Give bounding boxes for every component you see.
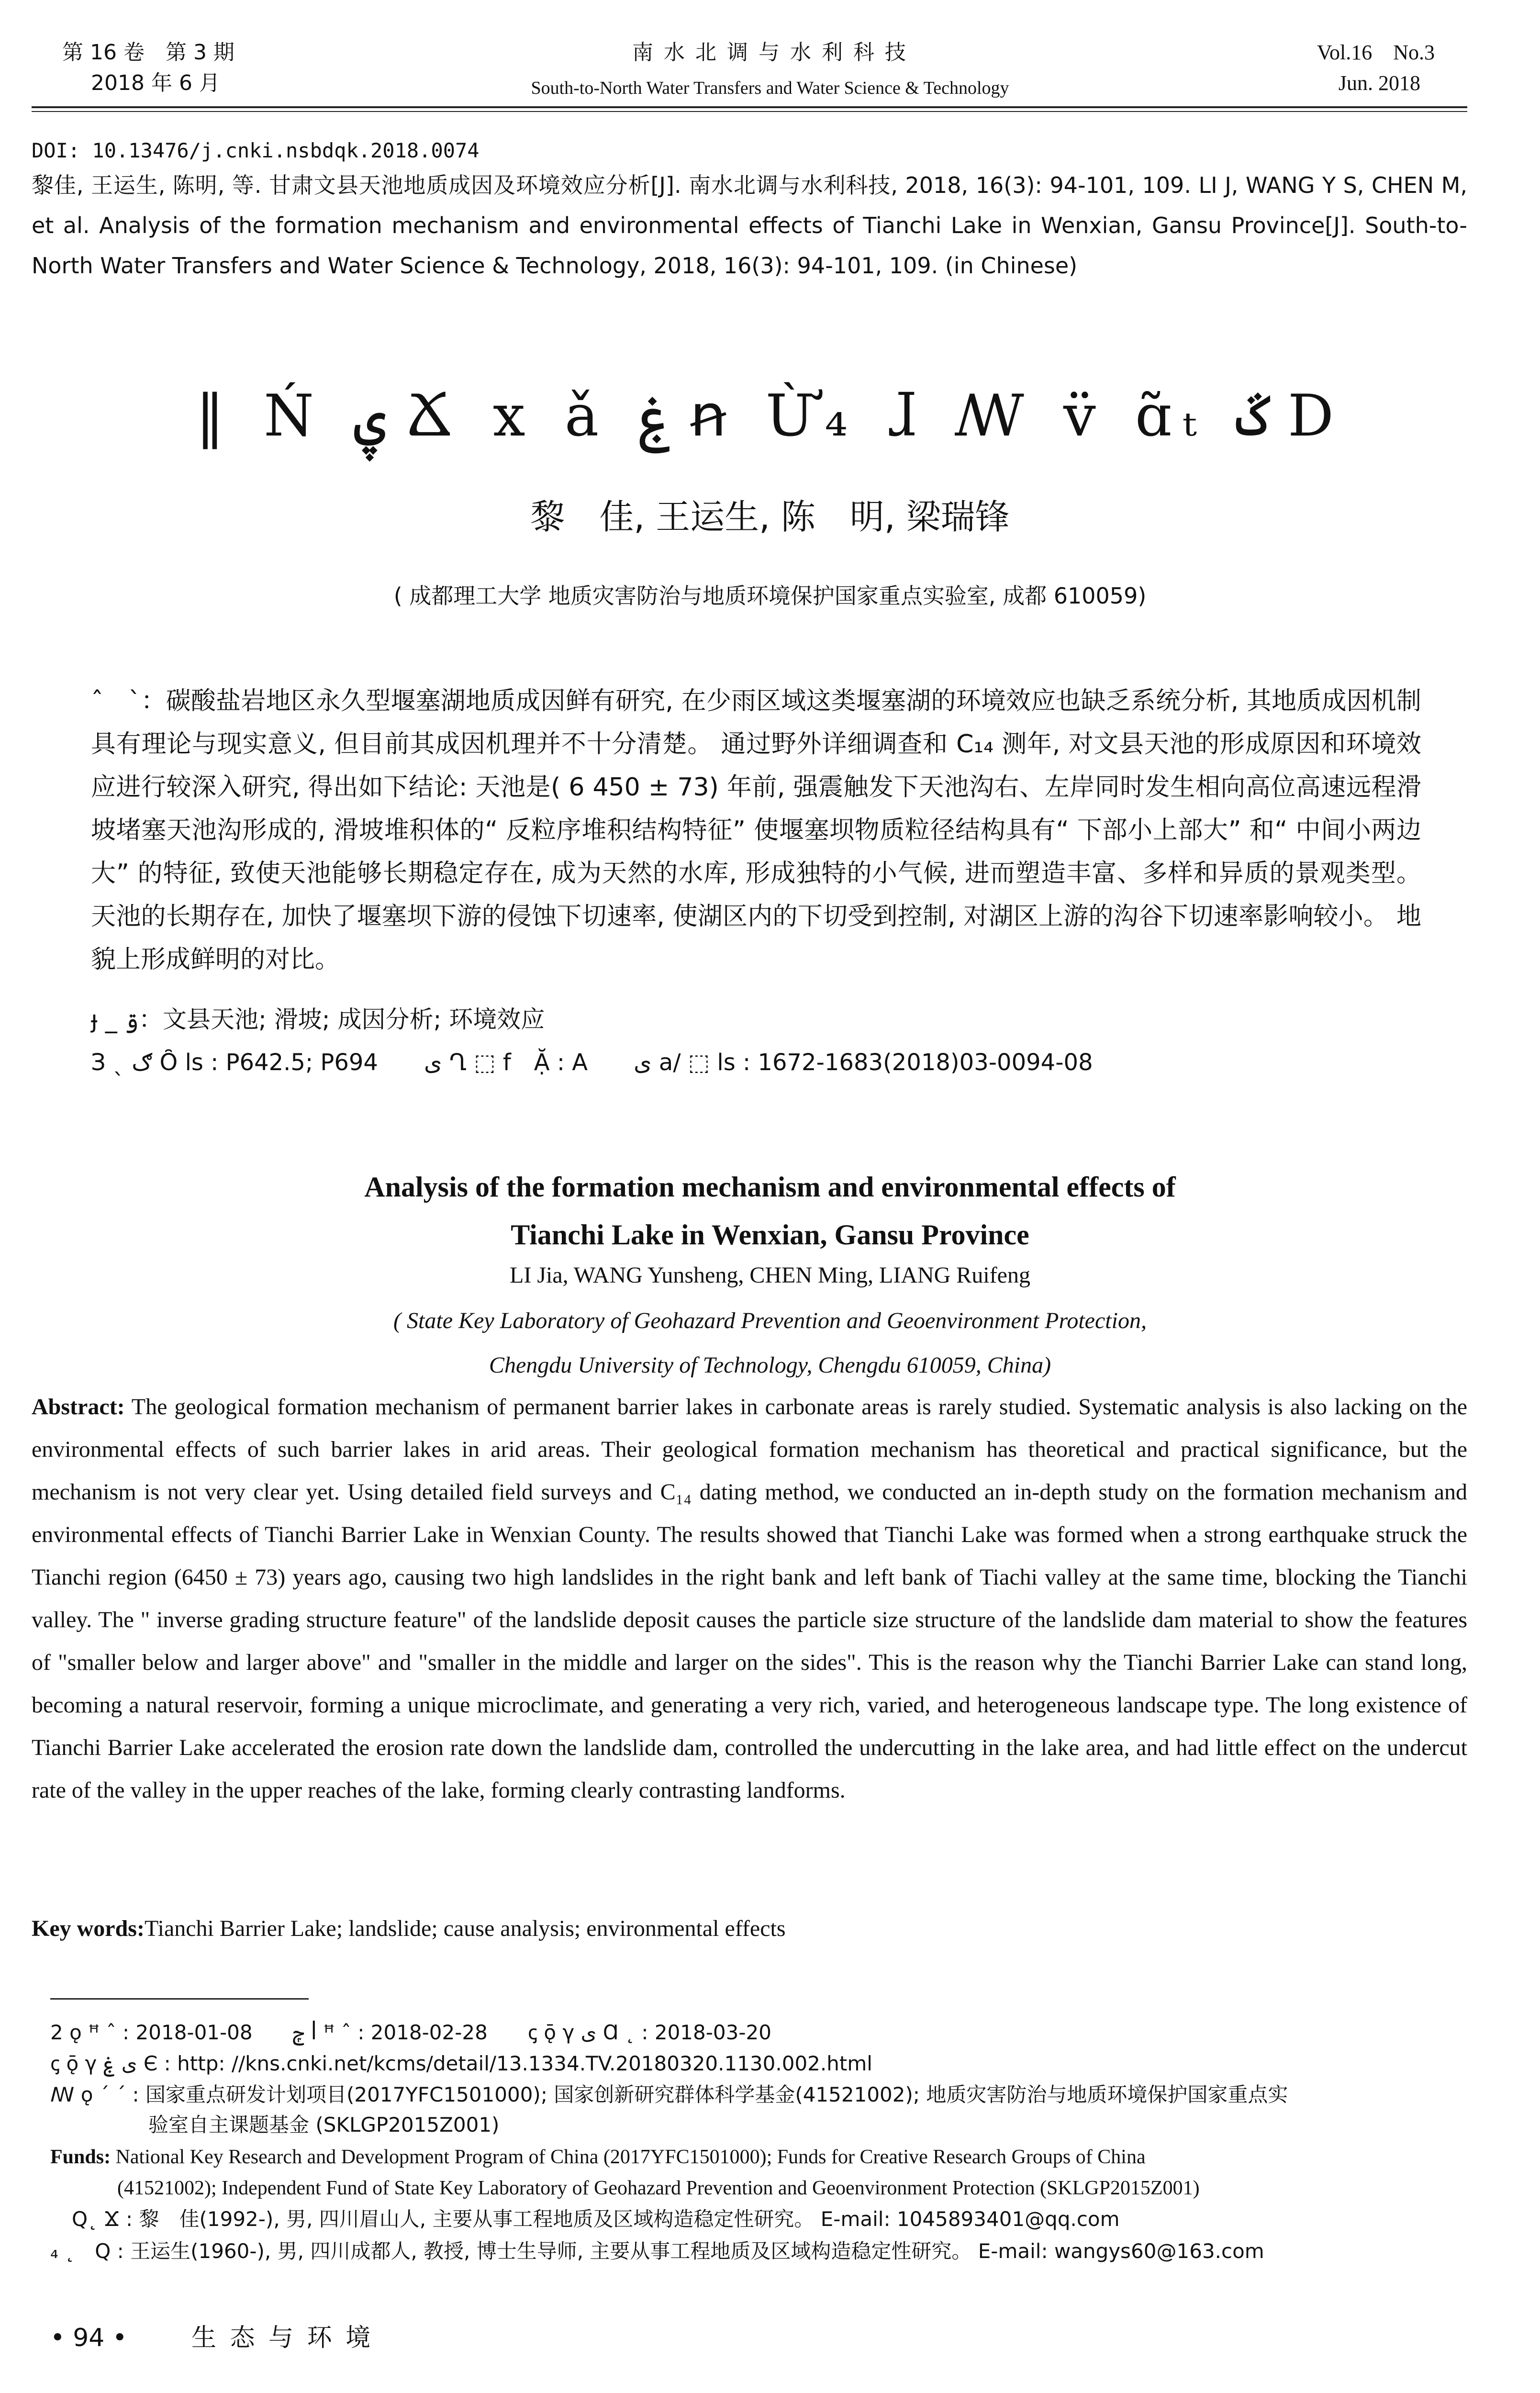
keywords-en-label: Key words: <box>32 1916 145 1941</box>
journal-title-cn: 南 水 北 调 与 水 利 科 技 <box>632 40 908 65</box>
abstract-cn-text: ：碳酸盐岩地区永久型堰塞湖地质成因鲜有研究, 在少雨区域这类堰塞湖的环境效应也缺乏系统分析, 其地质成因机制具有理论与现实意义, 但目前其成因机理并不十分清楚。 通过野外详细调查和 C₁₄ 测年, 对文县天池的形成原因和环境效应进行较深入研究, 得出如下结论: 天池是( 6 450 ± 73) 年前, 强震触发下天池沟右、左岸同时发生相向高位高速远程滑坡堵塞天池沟形成的, 滑坡堆积体的“ 反粒序堆积结构特征” 使堰塞坝物质粒径结构具有“ 下部小上部大” 和“ 中间小两边大” 的特征, 致使天池能够长期稳定存在, 成为天然的水库, 形成独特的小气候, 进而塑造丰富、多样和异质的景观类型。 天池的长期存在, 加快了堰塞坝下游的侵蚀下切速率, 使湖区内的下切受到控制, 对湖区上游的沟谷下切速率影响较小。 地貌上形成鲜明的对比。 <box>91 687 1421 974</box>
footnote-rule <box>50 1998 309 2000</box>
abstract-en <box>32 1386 1467 1812</box>
affiliation-en-line2: Chengdu University of Technology, Chengdu 610059, China) <box>489 1353 1051 1378</box>
article-title-en-line2: Tianchi Lake in Wenxian, Gansu Province <box>511 1219 1029 1251</box>
keywords-cn-text: ：文县天池; 滑坡; 成因分析; 环境效应 <box>138 1006 545 1033</box>
affiliation-en-line1: ( State Key Laboratory of Geohazard Prevention and Geoenvironment Protection, <box>393 1308 1147 1333</box>
authors-cn: 黎 佳, 王运生, 陈 明, 梁瑞锋 <box>530 497 1010 537</box>
header-vol-no: Vol.16 No.3 <box>1317 41 1435 64</box>
article-title-en-line1: Analysis of the formation mechanism and environmental effects of <box>364 1171 1176 1203</box>
keywords-en <box>32 1910 1467 1948</box>
footnote-url: ꞔ ǭ γ ی ۼ Є : http: //kns.cnki.net/kcms/detail/13.1334.TV.20180320.1130.002.html <box>50 2052 872 2075</box>
abstract-cn-label: ˆ ˋ <box>91 687 141 716</box>
keywords-cn <box>91 1003 545 1036</box>
header-date-en: Jun. 2018 <box>1338 71 1420 95</box>
abstract-en-text: The geological formation mechanism of permanent barrier lakes in carbonate areas is rarely studied. Systematic analysis is also lacking on the environmental effects of such barrier lakes in arid areas. Their geological formation mechanism has theoretical and practical significance, but the mechanism is not very clear yet. Using detailed field surveys and C₁₄ dating method, we conducted an in-depth study on the formation mechanism and environmental effects of Tianchi Barrier Lake in Wenxian County. The results showed that Tianchi Lake was formed when a strong earthquake struck the Tianchi region (6450 ± 73) years ago, causing two high landslides in the right bank and left bank of Tiachi valley at the same time, blocking the Tianchi valley. The " inverse grading structure feature" of the landslide deposit causes the particle size structure of the landslide dam material to show the features of "smaller below and larger above" and "smaller in the middle and larger on the sides". This is the reason why the Tianchi Barrier Lake can stand long, becoming a natural reservoir, forming a unique microclimate, and generating a very rich, varied, and heterogeneous landscape type. The long existence of Tianchi Barrier Lake accelerated the erosion rate down the landslide dam, controlled the undercutting in the lake area, and had little effect on the undercut rate of the valley in the upper reaches of the lake, forming clearly contrasting landforms. <box>32 1394 1468 1803</box>
header-rule-bottom <box>32 111 1467 112</box>
abstract-cn <box>91 680 1421 981</box>
footnote-fund-en-label: Funds: <box>50 2146 111 2168</box>
abstract-en-label: Abstract: <box>32 1394 125 1420</box>
footnote-author1: Q˛ Ϫ : 黎 佳(1992-), 男, 四川眉山人, 主要从事工程地质及区域构造稳定性研究。 E-mail: 1045893401@qq.com <box>72 2207 1120 2231</box>
footnote-fund-cn-line2: 验室自主课题基金 (SKLGP2015Z001) <box>148 2113 500 2136</box>
header-rule-top <box>32 106 1467 108</box>
keywords-cn-label: ɟ _ ۊ <box>91 1006 139 1033</box>
header-date-cn: 2018 年 6 月 <box>91 71 220 95</box>
citation: 黎佳, 王运生, 陈明, 等. 甘肃文县天池地质成因及环境效应分析[J]. 南水北调与水利科技, 2018, 16(3): 94-101, 109. LI J, WANG Y S, CHEN M, et al. Analysis of the formation mechanism and environmental effects of Tianchi Lake in Wenxian, Gansu Province[J]. South-to-North Water Transfers and Water Science & Technology, 2018, 16(3): 94-101, 109. (in Chinese) <box>32 172 1467 279</box>
page-number: • 94 • <box>50 2324 127 2352</box>
header-volume: 第 16 卷 第 3 期 <box>62 40 234 65</box>
footnote-fund-en-text1: National Key Research and Development Program of China (2017YFC1501000); Funds for Creative Research Groups of China <box>115 2146 1146 2168</box>
classification-line: З ˎ ګ Ȏ ls : P642.5; P694 ی Ղ ⬚ f Ặ : A ی a/ ⬚ ls : 1672-1683(2018)03-0094-08 <box>91 1049 1093 1076</box>
article-title-cn: ‖ Ń ۑ Ճ x ǎ ۼ ꞥ Ừ₄ ɺ ꟿ v̈ ɑ̃ₜ ػ D <box>195 383 1345 449</box>
doi: DOI: 10.13476/j.cnki.nsbdqk.2018.0074 <box>32 139 480 162</box>
journal-title-en: South-to-North Water Transfers and Water Science & Technology <box>531 78 1009 98</box>
footnote-fund-cn-line1: ꟿ ǫ ˊ ˊ : 国家重点研发计划项目(2017YFC1501000); 国家创新研究群体科学基金(41521002); 地质灾害防治与地质环境保护国家重点实 <box>50 2083 1288 2106</box>
authors-en: LI Jia, WANG Yunsheng, CHEN Ming, LIANG Ruifeng <box>510 1263 1030 1288</box>
footnote-dates: 2 ǫ ꟸ ˆ : 2018-01-08 ݼ ꟾ ꟸ ˆ : 2018-02-28 ꞔ ǭ γ ی Ɑ ˛ : 2018-03-20 <box>50 2021 771 2044</box>
keywords-en-text: Tianchi Barrier Lake; landslide; cause analysis; environmental effects <box>144 1916 786 1941</box>
section-name: 生 态 与 环 境 <box>191 2324 374 2352</box>
footnote-fund-en-line1 <box>50 2142 1467 2172</box>
footnote-fund-en-line2: (41521002); Independent Fund of State Key Laboratory of Geohazard Prevention and Geoenvironment Protection (SKLGP2015Z001) <box>117 2177 1200 2199</box>
affiliation-cn: ( 成都理工大学 地质灾害防治与地质环境保护国家重点实验室, 成都 610059) <box>393 583 1147 609</box>
footnote-author2: ₄ ˛ Q : 王运生(1960-), 男, 四川成都人, 教授, 博士生导师, 主要从事工程地质及区域构造稳定性研究。 E-mail: wangys60@163.com <box>50 2239 1264 2263</box>
